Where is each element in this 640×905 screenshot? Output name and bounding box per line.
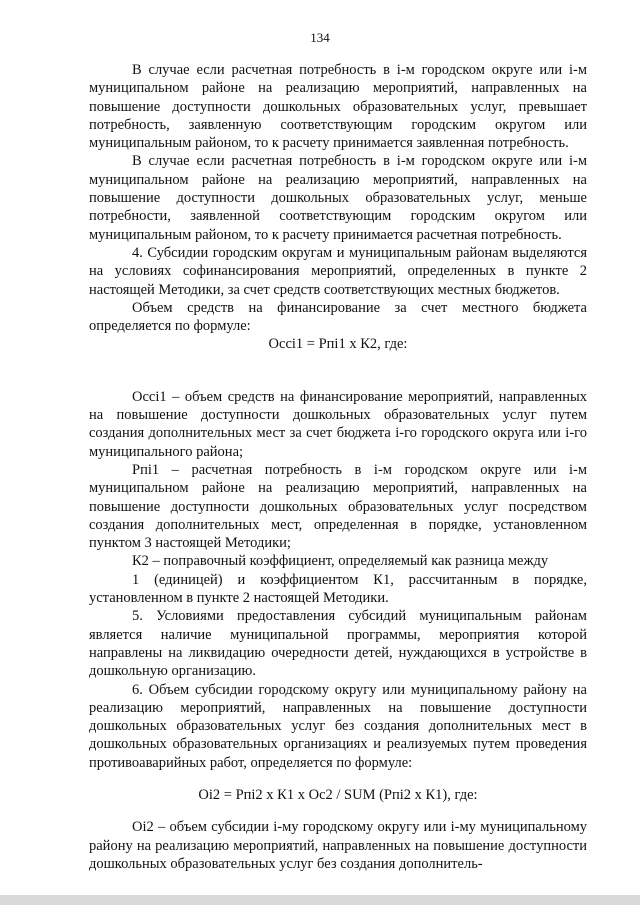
definition-k2: К2 – поправочный коэффициент, определяемый как разница между [132, 553, 549, 570]
page-number: 134 [310, 30, 330, 45]
definition-ppi1: Pпi1 – расчетная потребность в i-м городском округе или i-м муниципальном районе на реализацию мероприятий, направленных на повышение доступности дошкольных образовательных услуг посредством создания дополнительных мест, определенная в порядке, установленном пунктом 3 настоящей Методики; [89, 461, 587, 552]
formula-2: Оi2 = Pпi2 x К1 x Ос2 / SUM (Pпi2 x К1), где: [198, 786, 478, 803]
definition-k2-continuation: 1 (единицей) и коэффициентом К1, рассчитанным в порядке, установленном в пункте 2 настоящей Методики. [89, 571, 587, 607]
page-bottom-edge [0, 895, 640, 905]
document-body [89, 61, 587, 873]
paragraph-1: В случае если расчетная потребность в i-м городском округе или i-м муниципальном районе на реализацию мероприятий, направленных на повышение доступности дошкольных образовательных услуг, превышает потребность, заявленную соответствующим городским округом или муниципальным районом, то к расчету принимается заявленная потребность. [89, 62, 587, 152]
paragraph-4: Объем средств на финансирование за счет местного бюджета определяется по формуле: [89, 299, 587, 335]
paragraph-5: 5. Условиями предоставления субсидий муниципальным районам является наличие муниципальной программы, мероприятия которой направлены на ликвидацию очередности детей, нуждающихся в устройстве в дошкольную организацию. [89, 608, 587, 680]
definition-occi1: Осci1 – объем средств на финансирование мероприятий, направленных на повышение доступности дошкольных образовательных услуг путем создания дополнительных мест за счет бюджета i-го городского округа или i-го муниципального района; [89, 388, 587, 460]
paragraph-2: В случае если расчетная потребность в i-м городском округе или i-м муниципальном районе на реализацию мероприятий, направленных на повышение доступности дошкольных образовательных услуг, меньше потребности, заявленной соответствующим городским округом или муниципальным районом, то к расчету принимается расчетная потребность. [89, 153, 587, 243]
paragraph-final: Оi2 – объем субсидии i-му городскому округу или i-му муниципальному району на реализацию мероприятий, направленных на повышение доступности дошкольных образовательных услуг без создания дополнитель- [89, 819, 587, 872]
paragraph-3: 4. Субсидии городским округам и муниципальным районам выделяются на условиях софинансирования мероприятий, определенных в пункте 2 настоящей Методики, за счет средств соответствующих местных бюджетов. [89, 244, 587, 298]
formula-1: Осci1 = Pпi1 x К2, где: [268, 336, 408, 353]
paragraph-6: 6. Объем субсидии городскому округу или муниципальному району на реализацию мероприятий, направленных на повышение доступности дошкольных образовательных услуг без создания дополнительных мест в дошкольных образовательных организациях и реализуемых путем проведения противоаварийных работ, определяется по формуле: [89, 681, 587, 771]
